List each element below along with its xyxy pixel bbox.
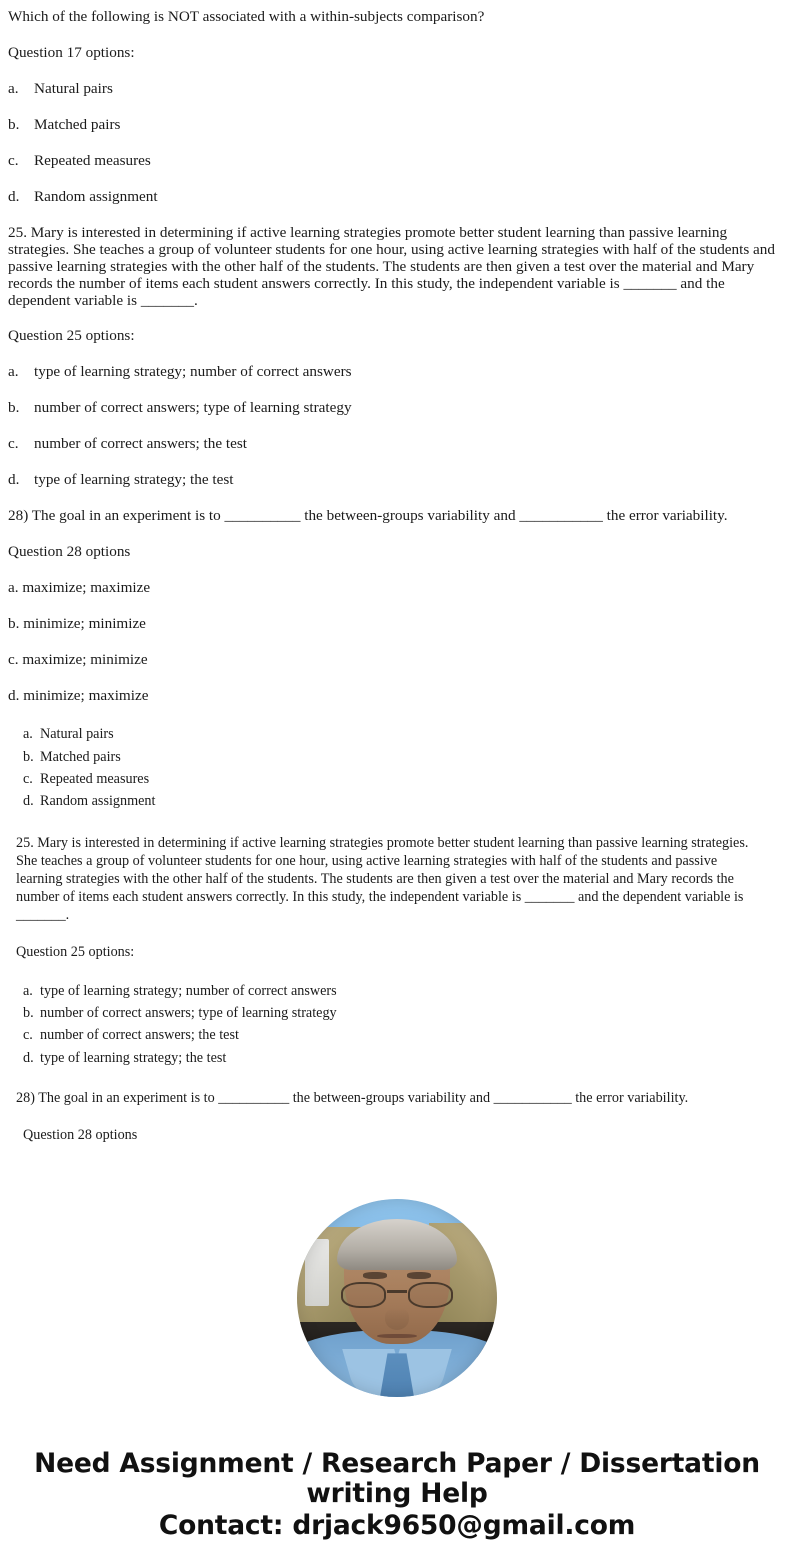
section-b-question-28-stem: 28) The goal in an experiment is to __________ the between-groups variability and ___________ the error variability. (16, 1089, 689, 1106)
option-label: a. (23, 982, 33, 999)
section-b-question-25-option-d[interactable] (16, 1047, 772, 1069)
question-25-option-a[interactable] (8, 363, 780, 380)
option-label: c. (8, 152, 19, 170)
option-text: Natural pairs (40, 726, 114, 743)
question-25-stem: 25. Mary is interested in determining if active learning strategies promote better student learning than passive learning strategies. She teaches a group of volunteer students for one hour, using active learning strategies with half of the students and passive learning strategies with the other half of the students. The students are then given a test over the material and Mary records the number of items each student answers correctly. In this study, the independent variable is _______ and the dependent variable is _______. (8, 224, 775, 310)
portrait-container (0, 1199, 794, 1397)
option-text: type of learning strategy; the test (40, 1049, 227, 1066)
option-label: a. (23, 726, 33, 743)
question-28-option-b[interactable]: b. minimize; minimize (8, 615, 146, 633)
option-text: Repeated measures (34, 152, 151, 170)
option-text: number of correct answers; type of learning strategy (40, 1005, 337, 1022)
question-28-options-header: Question 28 options (8, 543, 131, 561)
section-b-question-17-option-d[interactable] (16, 790, 772, 812)
section-b-question-17-option-c[interactable] (16, 768, 772, 790)
footer-headline: Need Assignment / Research Paper / Dissertation writing Help (34, 1447, 760, 1510)
question-25-option-c[interactable] (8, 435, 780, 452)
question-17-options-header: Question 17 options: (8, 44, 135, 62)
section-b-question-25-stem: 25. Mary is interested in determining if active learning strategies promote better student learning than passive learning strategies. She teaches a group of volunteer students for one hour, using active learning strategies with half of the students and passive learning strategies with the other half of the students. The students are then given a test over the material and Mary records the number of items each student answers correctly. In this study, the independent variable is _______ and the dependent variable is _______. (16, 834, 749, 923)
option-text: Repeated measures (40, 770, 150, 787)
option-label: c. (8, 435, 19, 453)
option-text: Random assignment (34, 188, 158, 206)
option-text: Natural pairs (34, 80, 113, 98)
section-b (0, 723, 794, 1144)
question-25-option-d[interactable] (8, 471, 780, 488)
option-label: d. (23, 1049, 34, 1066)
question-17-stem: Which of the following is NOT associated with a within-subjects comparison? (8, 8, 485, 25)
question-28-option-d[interactable]: d. minimize; maximize (8, 687, 149, 705)
option-label: b. (23, 1005, 34, 1022)
option-text: type of learning strategy; the test (34, 471, 234, 489)
option-text: type of learning strategy; number of correct answers (34, 363, 352, 381)
footer-contact[interactable]: Contact: drjack9650@gmail.com (158, 1510, 636, 1542)
section-b-question-17-option-b[interactable] (16, 746, 772, 768)
question-25-option-b[interactable] (8, 399, 780, 416)
option-text: Random assignment (40, 793, 156, 810)
section-b-question-25-option-b[interactable] (16, 1002, 772, 1024)
question-28-option-a[interactable]: a. maximize; maximize (8, 579, 151, 597)
photo-vignette (297, 1199, 497, 1397)
option-label: c. (23, 770, 33, 787)
option-label: b. (8, 116, 20, 134)
section-b-question-25-options-header: Question 25 options: (16, 943, 135, 960)
option-text: type of learning strategy; number of correct answers (40, 982, 337, 999)
option-label: d. (8, 471, 20, 489)
question-28-option-c[interactable]: c. maximize; minimize (8, 651, 148, 669)
question-25-options-header: Question 25 options: (8, 327, 135, 345)
option-label: d. (23, 793, 34, 810)
option-text: number of correct answers; type of learning strategy (34, 399, 352, 417)
question-17-option-d[interactable] (8, 188, 780, 205)
option-text: Matched pairs (34, 116, 121, 134)
option-label: a. (8, 363, 19, 381)
section-a (0, 0, 794, 704)
question-17-option-a[interactable] (8, 80, 780, 97)
option-label: b. (23, 748, 34, 765)
question-17-option-b[interactable] (8, 116, 780, 133)
option-label: c. (23, 1027, 33, 1044)
footer-advertisement (0, 1449, 794, 1542)
option-label: a. (8, 80, 19, 98)
section-b-question-25-option-list (16, 980, 772, 1069)
question-28-stem: 28) The goal in an experiment is to __________ the between-groups variability and ___________ the error variability. (8, 507, 728, 525)
section-b-question-25-option-a[interactable] (16, 980, 772, 1002)
option-text: number of correct answers; the test (40, 1027, 239, 1044)
section-b-question-17-option-a[interactable] (16, 723, 772, 745)
option-label: d. (8, 188, 20, 206)
section-b-question-28-options-header: Question 28 options (23, 1126, 138, 1143)
option-text: number of correct answers; the test (34, 435, 247, 453)
option-label: b. (8, 399, 20, 417)
option-text: Matched pairs (40, 748, 121, 765)
question-17-option-c[interactable] (8, 152, 780, 169)
section-b-question-25-option-c[interactable] (16, 1024, 772, 1046)
profile-photo (297, 1199, 497, 1397)
